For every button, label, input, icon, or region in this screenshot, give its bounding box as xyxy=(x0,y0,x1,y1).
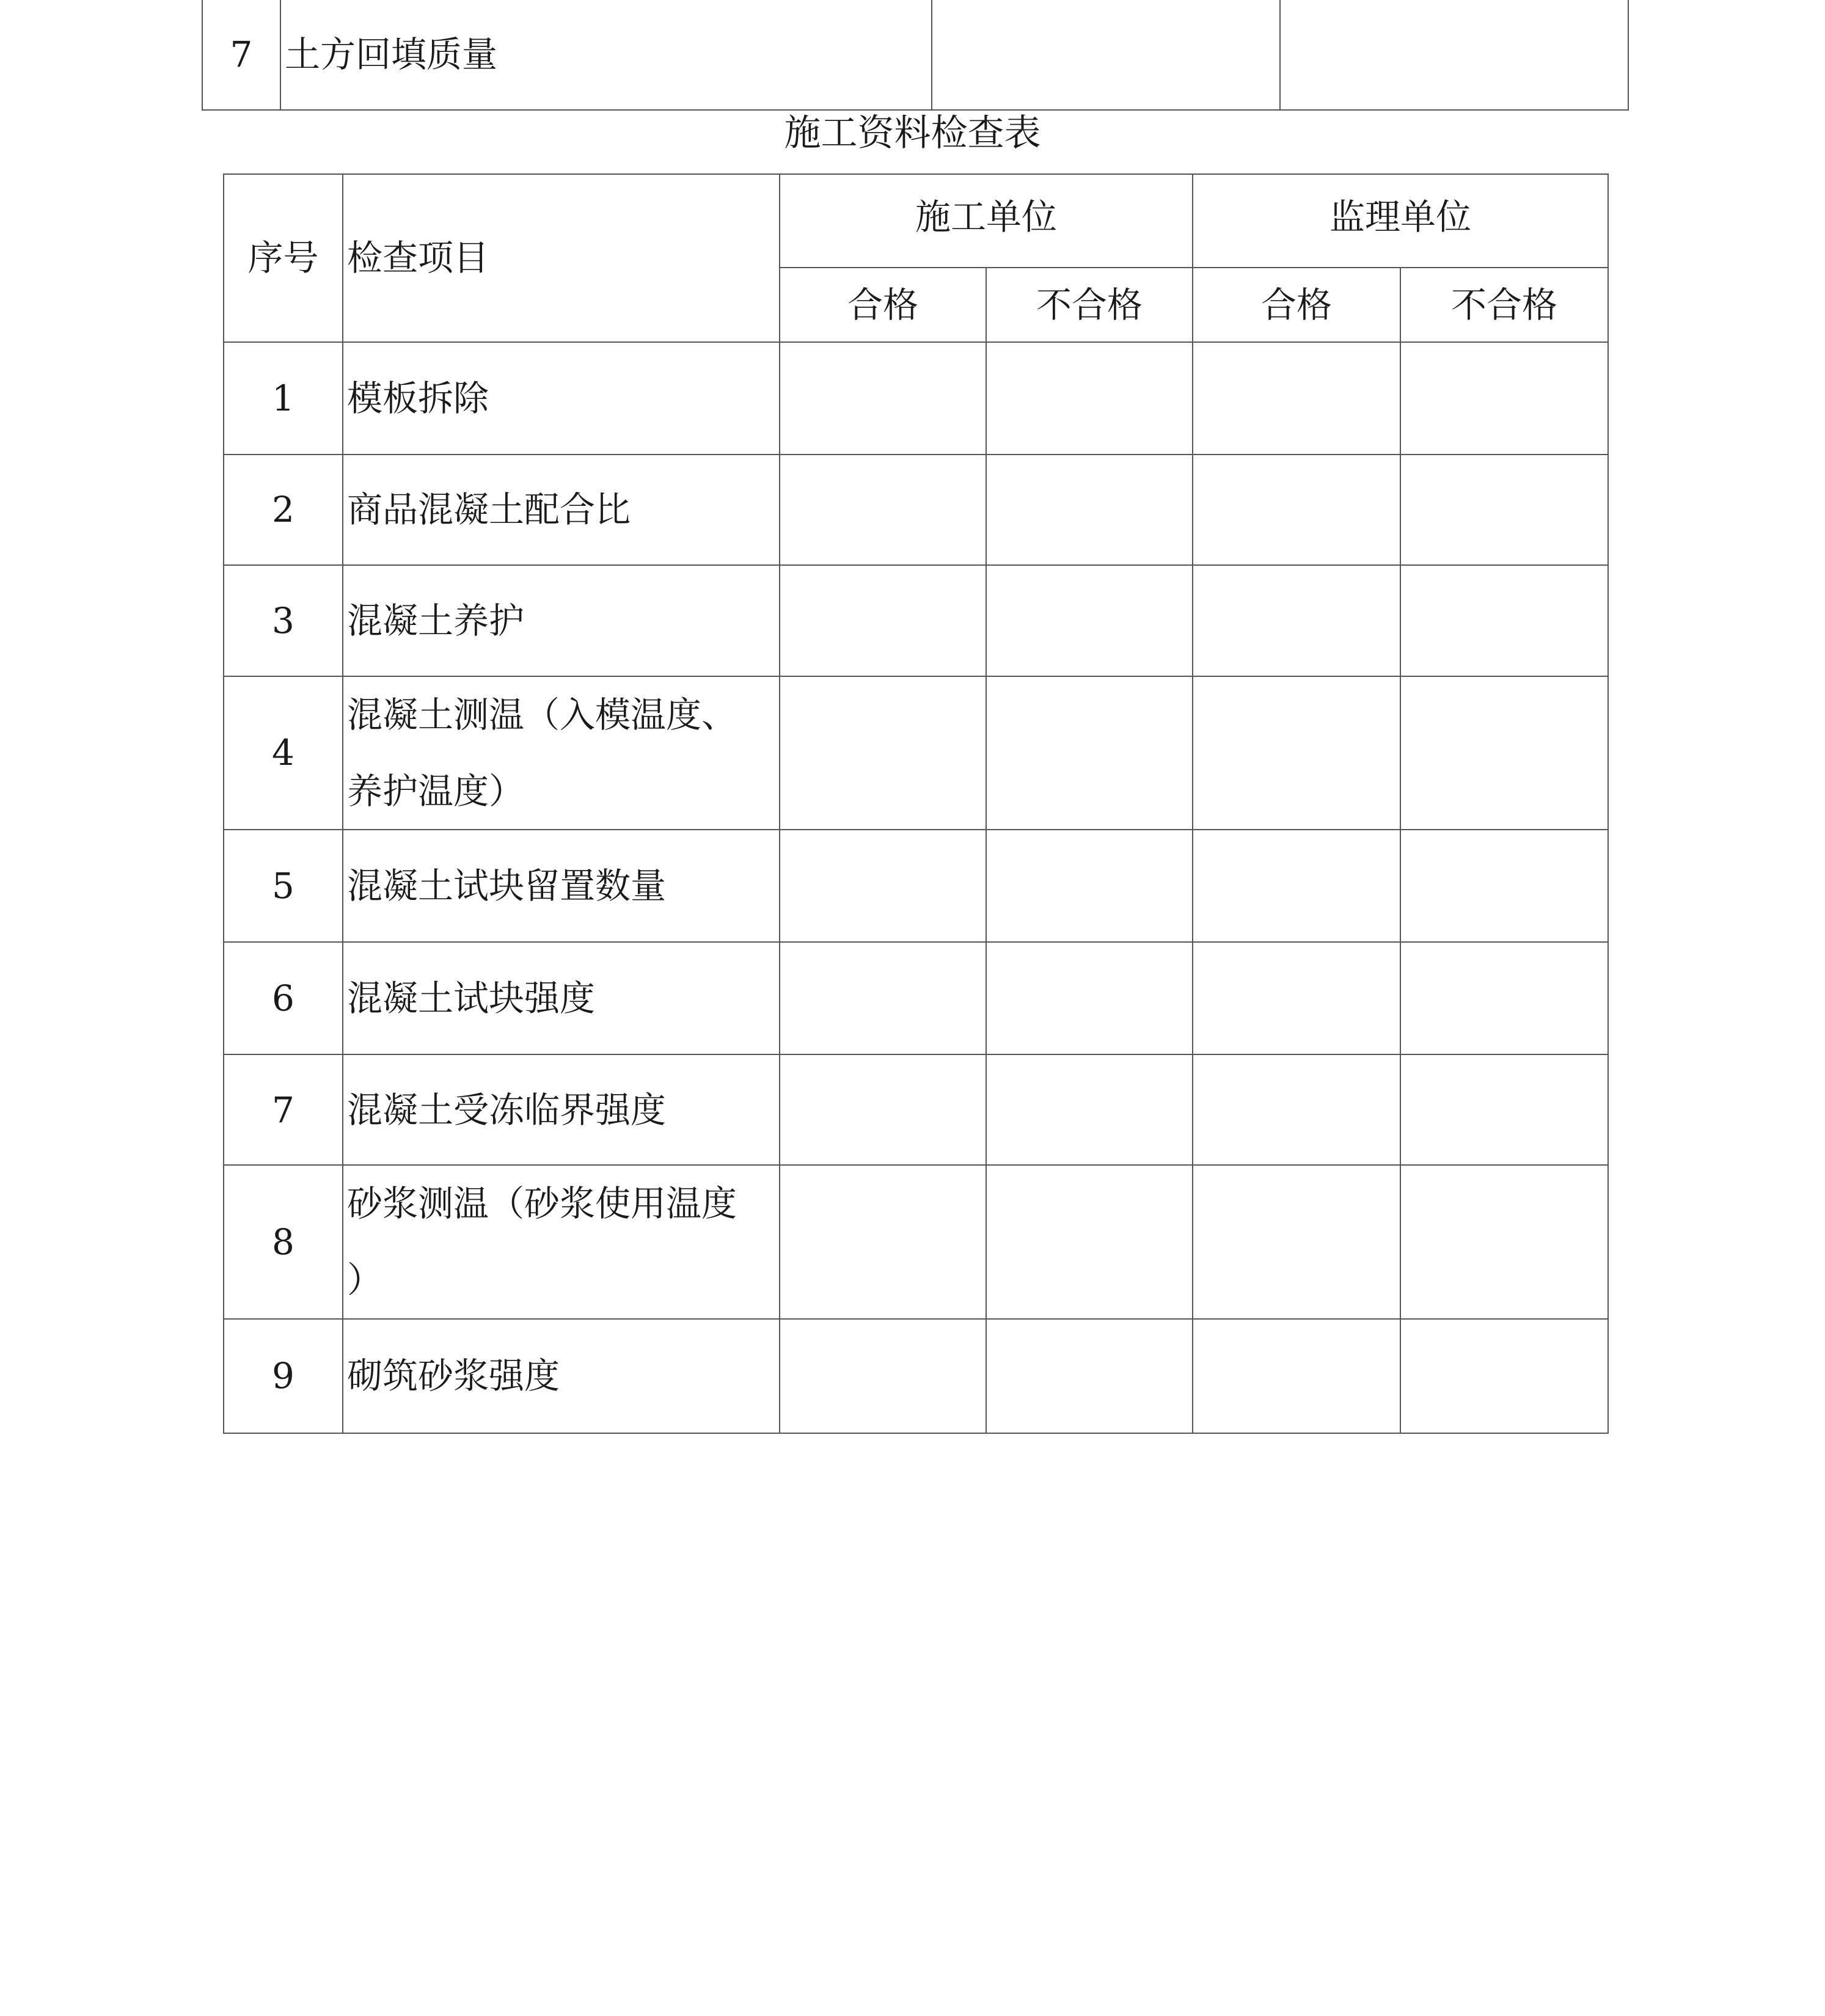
check-item: 混凝土受冻临界强度 xyxy=(343,1054,780,1165)
empty-cell xyxy=(1400,942,1608,1054)
header-no: 序号 xyxy=(224,174,343,342)
table-row xyxy=(224,1319,1608,1433)
table-row xyxy=(224,830,1608,942)
empty-cell xyxy=(780,565,986,676)
empty-cell xyxy=(986,830,1193,942)
check-item: 模板拆除 xyxy=(343,342,780,455)
empty-cell xyxy=(780,942,986,1054)
table-row xyxy=(224,565,1608,676)
empty-cell xyxy=(1400,455,1608,565)
empty-cell xyxy=(986,942,1193,1054)
header-supervision-pass: 合格 xyxy=(1193,268,1400,342)
empty-cell xyxy=(1193,676,1400,830)
check-item: 商品混凝土配合比 xyxy=(343,455,780,565)
empty-cell xyxy=(932,0,1280,110)
row-number: 7 xyxy=(202,0,280,110)
empty-cell xyxy=(1400,676,1608,830)
header-construction-fail: 不合格 xyxy=(986,268,1193,342)
previous-table-fragment xyxy=(202,0,1629,111)
empty-cell xyxy=(1400,1165,1608,1318)
empty-cell xyxy=(986,1319,1193,1433)
row-number: 5 xyxy=(224,830,343,942)
check-item: 混凝土养护 xyxy=(343,565,780,676)
check-item xyxy=(343,1165,780,1318)
empty-cell xyxy=(780,342,986,455)
table-row xyxy=(224,1165,1608,1318)
empty-cell xyxy=(1400,342,1608,455)
table-row xyxy=(224,455,1608,565)
header-supervision-fail: 不合格 xyxy=(1400,268,1608,342)
row-number: 7 xyxy=(224,1054,343,1165)
page-title: 施工资料检查表 xyxy=(784,112,1041,155)
empty-cell xyxy=(780,1165,986,1318)
check-item-line: 混凝土测温（入模温度、 xyxy=(347,694,737,736)
row-number: 9 xyxy=(224,1319,343,1433)
header-item: 检查项目 xyxy=(343,174,780,342)
empty-cell xyxy=(986,342,1193,455)
empty-cell xyxy=(986,676,1193,830)
row-number: 8 xyxy=(224,1165,343,1318)
empty-cell xyxy=(780,830,986,942)
check-item-line: 养护温度） xyxy=(347,770,525,812)
row-number: 6 xyxy=(224,942,343,1054)
empty-cell xyxy=(1280,0,1628,110)
header-supervision-unit: 监理单位 xyxy=(1193,174,1608,268)
empty-cell xyxy=(780,1319,986,1433)
check-item: 混凝土试块强度 xyxy=(343,942,780,1054)
empty-cell xyxy=(1193,455,1400,565)
empty-cell xyxy=(1400,565,1608,676)
check-item: 土方回填质量 xyxy=(280,0,932,110)
check-item: 砌筑砂浆强度 xyxy=(343,1319,780,1433)
table-row xyxy=(224,1054,1608,1165)
row-number: 3 xyxy=(224,565,343,676)
table-row xyxy=(224,676,1608,830)
empty-cell xyxy=(1400,1054,1608,1165)
empty-cell xyxy=(986,565,1193,676)
header-construction-unit: 施工单位 xyxy=(780,174,1193,268)
header-construction-pass: 合格 xyxy=(780,268,986,342)
empty-cell xyxy=(1400,1319,1608,1433)
empty-cell xyxy=(986,1165,1193,1318)
empty-cell xyxy=(1193,1165,1400,1318)
empty-cell xyxy=(1193,830,1400,942)
empty-cell xyxy=(986,1054,1193,1165)
table-row xyxy=(224,342,1608,455)
empty-cell xyxy=(986,455,1193,565)
empty-cell xyxy=(780,455,986,565)
empty-cell xyxy=(780,676,986,830)
table-row xyxy=(224,942,1608,1054)
row-number: 4 xyxy=(224,676,343,830)
check-item xyxy=(343,676,780,830)
check-item-line: 砂浆测温（砂浆使用温度 xyxy=(347,1183,737,1225)
empty-cell xyxy=(1193,942,1400,1054)
empty-cell xyxy=(1193,1319,1400,1433)
empty-cell xyxy=(780,1054,986,1165)
inspection-table xyxy=(223,173,1609,1434)
row-number: 2 xyxy=(224,455,343,565)
empty-cell xyxy=(1193,1054,1400,1165)
table-row xyxy=(202,0,1628,110)
check-item-line: ） xyxy=(347,1259,383,1301)
empty-cell xyxy=(1400,830,1608,942)
empty-cell xyxy=(1193,342,1400,455)
empty-cell xyxy=(1193,565,1400,676)
row-number: 1 xyxy=(224,342,343,455)
check-item: 混凝土试块留置数量 xyxy=(343,830,780,942)
header-row xyxy=(224,174,1608,268)
